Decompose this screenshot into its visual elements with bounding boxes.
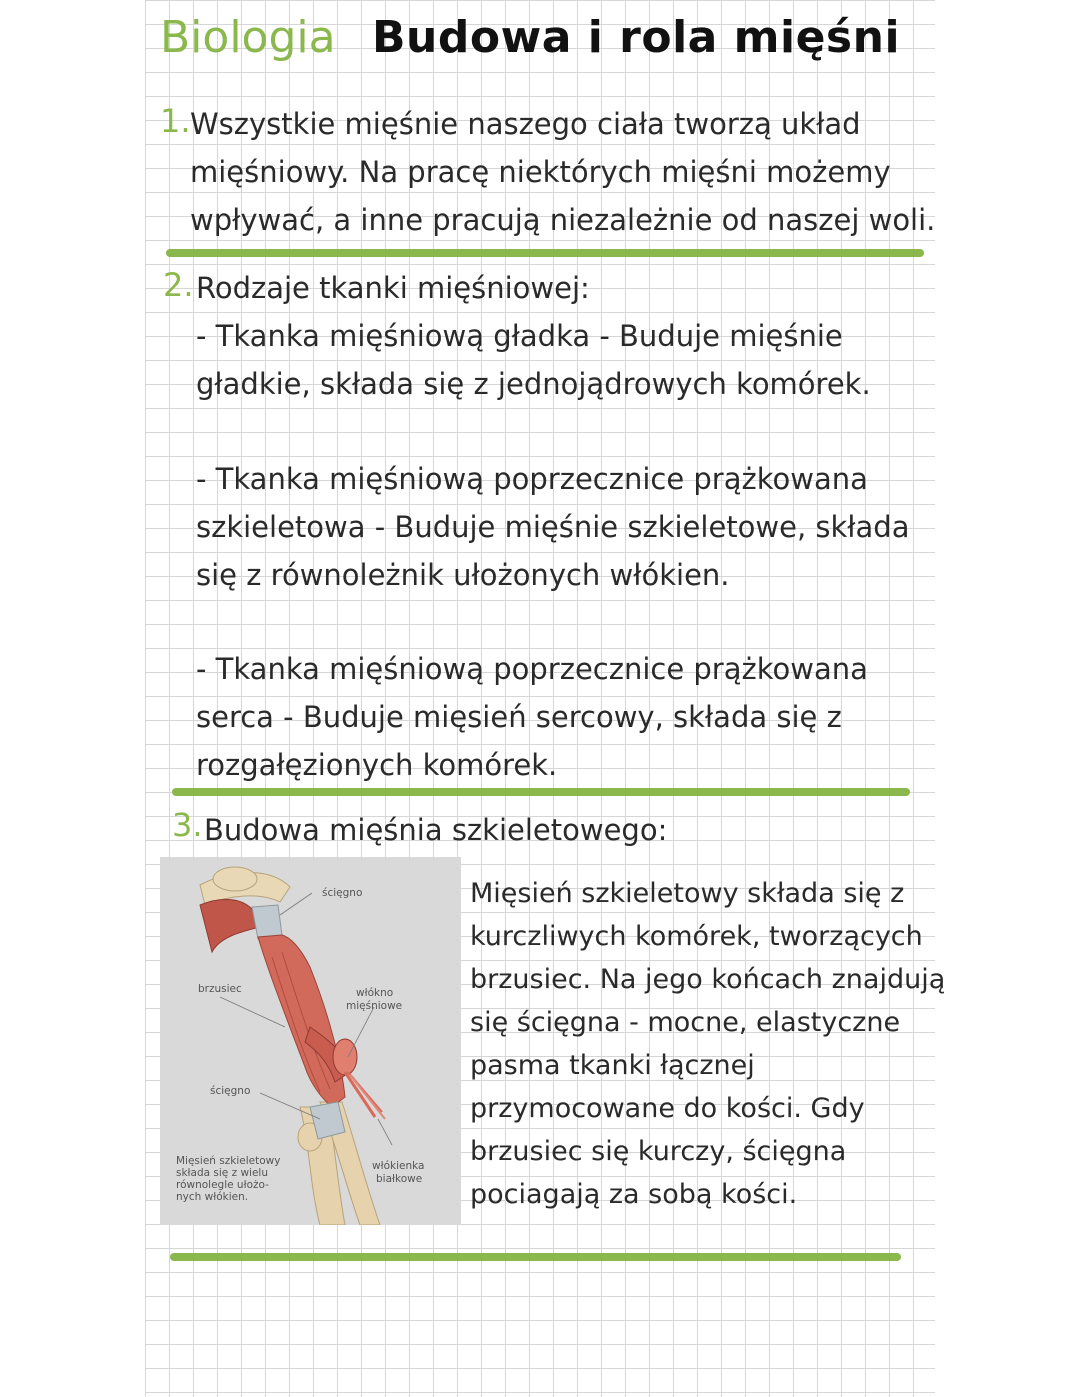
section-3-text-line: przymocowane do kości. Gdy — [470, 1093, 865, 1124]
figure-caption-line: nych włókien. — [176, 1191, 249, 1203]
section-divider — [166, 249, 924, 257]
tissue-item-line: - Tkanka mięśniową gładka - Buduje mięśnie — [196, 319, 843, 353]
section-divider — [170, 1253, 901, 1261]
section-3-heading: Budowa mięśnia szkieletowego: — [204, 813, 668, 847]
section-1-line: wpływać, a inne pracują niezależnie od naszej woli. — [190, 203, 936, 237]
figure-caption-line: równolegle ułożo- — [176, 1179, 269, 1191]
section-3-text-line: pociagają za sobą kości. — [470, 1179, 798, 1210]
tissue-item-line: - Tkanka mięśniową poprzecznice prążkowana — [196, 462, 868, 496]
page-title: Budowa i rola mięśni — [372, 12, 901, 63]
figure-label-fiber: mięśniowe — [346, 1000, 403, 1012]
figure-label-belly: brzusiec — [198, 983, 242, 995]
section-3-number: 3. — [172, 806, 203, 844]
subject-title: Biologia — [160, 12, 336, 63]
tissue-item-line: - Tkanka mięśniową poprzecznice prążkowana — [196, 652, 868, 686]
section-3-text-line: brzusiec. Na jego końcach znajdują — [470, 964, 946, 995]
section-3-text-line: pasma tkanki łącznej — [470, 1050, 755, 1081]
section-divider — [172, 788, 910, 796]
figure-label-tendon-bottom: ścięgno — [210, 1085, 251, 1097]
tissue-item-line: się z równoleżnik ułożonych włókien. — [196, 558, 730, 592]
tissue-item-line: rozgałęzionych komórek. — [196, 748, 558, 782]
figure-label-protein-fibers: włókienka — [372, 1160, 425, 1172]
section-1-line: mięśniowy. Na pracę niektórych mięśni możemy — [190, 155, 891, 189]
section-1-line: Wszystkie mięśnie naszego ciała tworzą układ — [190, 107, 861, 141]
tissue-item-line: szkieletowa - Buduje mięśnie szkieletowe, składa — [196, 510, 910, 544]
tissue-item-line: gładkie, składa się z jednojądrowych komórek. — [196, 367, 871, 401]
section-2-number: 2. — [163, 266, 194, 304]
figure-label-tendon-top: ścięgno — [322, 887, 363, 899]
figure-label-protein-fibers: białkowe — [376, 1173, 423, 1185]
section-2-heading: Rodzaje tkanki mięśniowej: — [196, 271, 590, 305]
arm-muscle-illustration — [160, 857, 461, 1225]
tissue-item-line: serca - Buduje mięsień sercowy, składa się z — [196, 700, 842, 734]
figure-caption-line: składa się z wielu — [176, 1167, 268, 1179]
figure-caption-line: Mięsień szkieletowy — [176, 1155, 281, 1167]
section-3-text-line: brzusiec się kurczy, ścięgna — [470, 1136, 847, 1167]
section-1-number: 1. — [160, 102, 191, 140]
section-3-text-line: kurczliwych komórek, tworzących — [470, 921, 923, 952]
section-3-text-line: się ścięgna - mocne, elastyczne — [470, 1007, 901, 1038]
figure-label-fiber: włókno — [356, 987, 394, 999]
section-3-text-line: Mięsień szkieletowy składa się z — [470, 878, 905, 909]
